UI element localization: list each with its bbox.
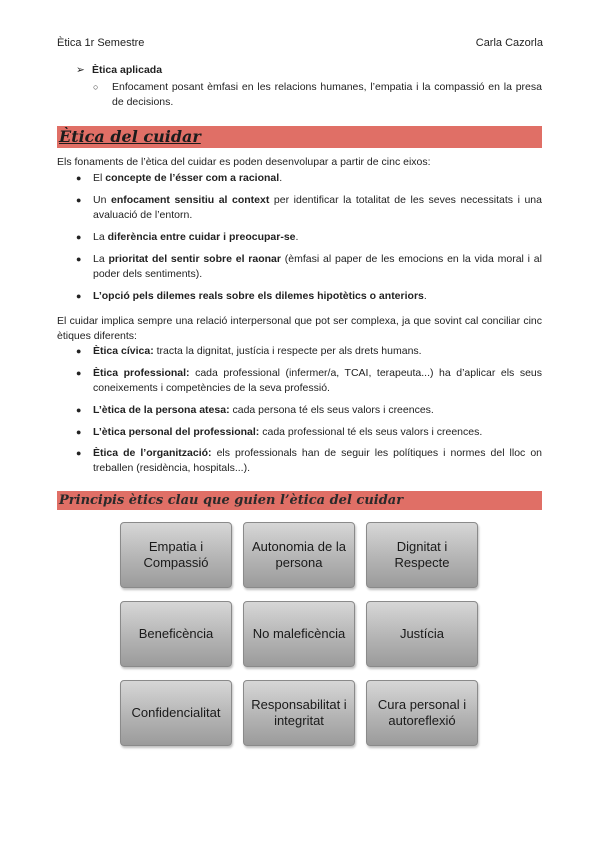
bullet-icon: ●	[76, 427, 82, 437]
principle-box: Empatia i Compassió	[120, 522, 232, 588]
list-item: ● Ètica de l’organització: els professionals han de seguir les polítiques i normes del lloc on treballen (residència, hospitals...).	[76, 447, 542, 474]
second-paragraph: El cuidar implica sempre una relació interpersonal que pot ser complexa, ja que sovint cal conciliar cinc ètiques diferents:	[57, 315, 542, 342]
bullet-icon: ●	[76, 405, 82, 415]
bullet-icon: ●	[76, 291, 82, 301]
top-sub-item	[93, 80, 542, 110]
section-heading-etica-cuidar: Ètica del cuidar	[57, 126, 542, 148]
list-item: ● Ètica cívica: tracta la dignitat, justícia i respecte per als drets humans.	[76, 345, 422, 357]
bullet-icon: ●	[76, 232, 82, 242]
header-left: Ètica 1r Semestre	[57, 37, 145, 49]
principle-box: Cura personal i autoreflexió	[366, 680, 478, 746]
principle-box: Beneficència	[120, 601, 232, 667]
bullet-icon: ●	[76, 173, 82, 183]
bullet-icon: ●	[76, 368, 82, 378]
list-item: ● La prioritat del sentir sobre el raonar (èmfasi al paper de les emocions en la vida moral i al poder dels sentiments).	[76, 253, 542, 280]
top-item-title: Ètica aplicada	[92, 64, 163, 76]
bullet-icon: ●	[76, 254, 82, 264]
principle-box: No maleficència	[243, 601, 355, 667]
top-sub-text: Enfocament posant èmfasi en les relacions humanes, l’empatia i la compassió en la presa de decisions.	[112, 81, 542, 108]
list-item: ● L’ètica personal del professional: cada professional té els seus valors i creences.	[76, 426, 483, 438]
principles-grid	[120, 522, 478, 746]
principle-box: Justícia	[366, 601, 478, 667]
arrow-bullet-icon: ➢	[76, 64, 85, 76]
list-item: ● Ètica professional: cada professional (infermer/a, TCAI, terapeuta...) ha d’aplicar els seus coneixements i competències de la seva professió.	[76, 367, 542, 394]
intro-paragraph: Els fonaments de l’ètica del cuidar es poden desenvolupar a partir de cinc eixos:	[57, 156, 431, 168]
list-item: ● Un enfocament sensitiu al context per identificar la totalitat de les seves necessitats i una avaluació de l’entorn.	[76, 194, 542, 221]
principle-box: Dignitat i Respecte	[366, 522, 478, 588]
bullet-icon: ●	[76, 195, 82, 205]
list-item: ● El concepte de l’ésser com a racional.	[76, 172, 283, 184]
circle-bullet-icon: ○	[93, 82, 99, 92]
list-item: ● L’opció pels dilemes reals sobre els dilemes hipotètics o anteriors.	[76, 290, 427, 302]
top-list-item	[76, 64, 162, 76]
list-item: ● L’ètica de la persona atesa: cada persona té els seus valors i creences.	[76, 404, 434, 416]
principle-box: Responsabilitat i integritat	[243, 680, 355, 746]
header-right: Carla Cazorla	[475, 37, 543, 49]
principle-box: Autonomia de la persona	[243, 522, 355, 588]
bullet-icon: ●	[76, 346, 82, 356]
principle-box: Confidencialitat	[120, 680, 232, 746]
bullet-icon: ●	[76, 448, 82, 458]
section-heading-principis: Principis ètics clau que guien l’ètica del cuidar	[57, 491, 542, 510]
list-item: ● La diferència entre cuidar i preocupar-se.	[76, 231, 299, 243]
